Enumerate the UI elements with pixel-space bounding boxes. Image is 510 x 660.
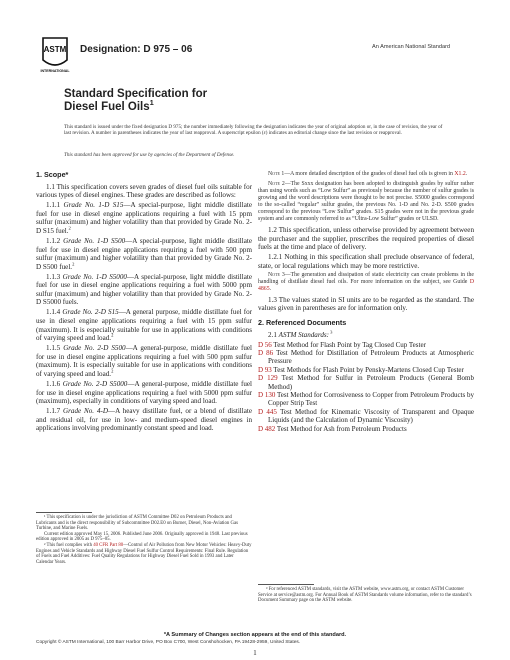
- astm-logo: [40, 34, 70, 74]
- link-x1-2[interactable]: X1.2: [454, 171, 466, 177]
- page-number: 1: [253, 650, 257, 657]
- references-heading: 2. Referenced Documents: [258, 317, 347, 327]
- reference-item: [258, 408, 474, 425]
- reference-item: [258, 374, 474, 391]
- para-1-2-1: 1.2.1 Nothing in this specification shall preclude observance of federal, state, or local regulations which may be more restrictive.: [258, 253, 474, 270]
- designation: Designation: D 975 – 06: [80, 44, 193, 55]
- reference-item: [258, 341, 474, 349]
- copyright: Copyright © ASTM International, 100 Barr Harbor Drive, PO Box C700, West Conshohocken, PA 19428-2959, United States.: [36, 640, 301, 645]
- para-1-1-7: 1.1.7 Grade No. 4-D—A heavy distillate fuel, or a blend of distillate and residual oil, for use in low- and medium-speed diesel engines in applications involving predominantly constant speed and load.: [36, 407, 252, 433]
- right-column: [258, 171, 474, 433]
- reference-code-link[interactable]: D 86: [258, 348, 274, 357]
- reference-item: [258, 391, 474, 408]
- astm-standards-sub: 2.1 ASTM Standards: $^3$: [268, 329, 333, 339]
- issued-note: This standard is issued under the fixed designation D 975; the number immediately following the designation indicates the year of original adoption or, in the case of revision, the year of last revision. A number in parentheses indicates the year of last reapproval. A superscript epsilon (ε) indicates an editorial change since the last revision or reapproval.: [64, 124, 443, 136]
- page-title: [64, 88, 207, 113]
- link-d4865[interactable]: D 4865: [258, 278, 474, 292]
- reference-list: [258, 341, 474, 433]
- footnote-1: ¹ This specification is under the jurisdiction of ASTM Committee D02 on Petroleum Products and Lubricants and is the direct responsibility of Subcommittee D02.E0 on Burner, Diesel, Non-Aviation Gas Turbine, and Marine Fuels.: [36, 515, 238, 532]
- svg-text:ASTM: ASTM: [43, 45, 67, 54]
- reference-title: Test Method for Ash from Petroleum Products: [275, 424, 407, 433]
- para-1-1-4: 1.1.4 Grade No. 2-D S15—A general purpose, middle distillate fuel for use in diesel engine applications requiring a fuel with 15 ppm sulfur (maximum). It is especially suitable for use in applications with conditions of varying speed and load.$^2$: [36, 308, 252, 343]
- scope-heading: 1. Scope*: [36, 170, 69, 179]
- reference-title: Test Method for Flash Point by Tag Closed Cup Tester: [271, 340, 426, 349]
- footnote-divider: [258, 584, 314, 585]
- para-1-1-3: 1.1.3 Grade No. 1-D S5000—A special-purpose, light middle distillate fuel for use in diesel engine applications requiring a fuel with 5000 ppm sulfur (maximum) and higher volatility than that provided by Grade No. 2-D S5000 fuels.: [36, 272, 252, 307]
- reference-title: Test Method for Distillation of Petroleum Products at Atmospheric Pressure: [268, 348, 474, 366]
- reference-code-link[interactable]: D 56: [258, 340, 272, 349]
- footnote-divider: [36, 512, 92, 513]
- footnotes-right: [258, 584, 474, 604]
- footnote-3: ³ For referenced ASTM standards, visit the ASTM website, www.astm.org, or contact ASTM Customer Service at service@astm.org. For Annual Book of ASTM Standards volume information, refer to the standard’s Document Summary page on the ASTM website.: [258, 587, 472, 604]
- reference-title: Test Method for Sulfur in Petroleum Products (General Bomb Method): [268, 374, 474, 391]
- para-1-1-5: 1.1.5 Grade No. 2-D S500—A general-purpose, middle distillate fuel for use in diesel engine applications requiring a fuel with 500 ppm sulfur (maximum). It is especially suitable for use in applications with conditions of varying speed and load.$^2$: [36, 344, 253, 379]
- reference-title: Test Methods for Flash Point by Pensky-Martens Closed Cup Tester: [271, 365, 464, 374]
- footnote-2: ² This fuel complies with 40 CFR Part 80—Control of Air Pollution from New Motor Vehicles: Heavy-Duty Engines and Vehicle Standards and Highway Diesel Fuel Sulfur Control Requirements: Final Rule. Regulation of Fuels and Fuel Additives: Fuel Quality Regulations for Highway Diesel Fuel Sold in 1993 and Later Calendar Years.: [36, 542, 252, 565]
- para-1-2: 1.2 This specification, unless otherwise provided by agreement between the purchaser and the supplier, prescribes the required properties of diesel fuels at the time and place of delivery.: [258, 226, 474, 252]
- reference-title: Test Method for Kinematic Viscosity of Transparent and Opaque Liquids (and the Calculation of Dynamic Viscosity): [268, 407, 474, 425]
- reference-item: [258, 366, 474, 374]
- reference-title: Test Method for Corrosiveness to Copper from Petroleum Products by Copper Strip Test: [268, 390, 474, 408]
- publisher-note: An American National Standard: [372, 44, 451, 50]
- title-main: Diesel Fuel Oils: [64, 100, 150, 113]
- reference-item: [258, 349, 474, 366]
- footnote-1b: Current edition approved May 15, 2006. Published June 2006. Originally approved in 1948. Last previous edition approved in 2005 as D 975–05.: [36, 531, 248, 543]
- reference-code-link[interactable]: D 482: [258, 424, 276, 433]
- svg-text:INTERNATIONAL: INTERNATIONAL: [40, 69, 70, 73]
- summary-of-changes-note: *A Summary of Changes section appears at the end of this standard.: [163, 632, 347, 638]
- reference-code-link[interactable]: D 129: [258, 374, 278, 383]
- title-line-1: Standard Specification for: [64, 88, 208, 100]
- reference-code-link[interactable]: D 93: [258, 365, 272, 374]
- note-1: Note 1—A more detailed description of the grades of diesel fuel oils is given in X1.2.: [268, 171, 468, 177]
- note-3: Note 3—The generation and dissipation of static electricity can create problems in the handling of distillate diesel fuel oils. For more information on the subject, see Guide D 4865.: [258, 271, 475, 292]
- para-1-3: 1.3 The values stated in SI units are to be regarded as the standard. The values given in parentheses are for information only.: [258, 295, 474, 313]
- para-1-1-6: 1.1.6 Grade No. 2-D S5000—A general-purpose, middle distillate fuel for use in diesel engine applications requiring a fuel with 5000 ppm sulfur (maximum), especially in conditions of varying speed and load.: [36, 380, 253, 406]
- note-2: Note 2—The Sxxx designation has been adopted to distinguish grades by sulfur rather than using words such as “Low Sulfur” as previously because the number of sulfur grades is growing and the word descriptions were thought to be not precise. S5000 grades correspond to the so-called “regular” sulfur grades, the previous No. 1-D and No. 2-D. S500 grades correspond to the previous “Low Sulfur” grades. S15 grades were not in the previous grade system and are commonly referred to as “Ultra-Low Sulfur” grades or ULSD.: [258, 181, 475, 222]
- approved-note: This standard has been approved for use by agencies of the Department of Defense.: [64, 152, 235, 158]
- para-1-1: 1.1 This specification covers seven grades of diesel fuel oils suitable for various types of diesel engines. These grades are described as follows:: [36, 182, 252, 200]
- footnotes-left: [36, 512, 252, 565]
- left-column: [36, 171, 252, 434]
- para-1-1-2: 1.1.2 Grade No. 1-D S500—A special-purpose, light middle distillate fuel for use in diesel engine applications requiring a fuel with 500 ppm sulfur (maximum) and higher volatility than that provided by Grade No. 2-D S500 fuel.$^2$: [36, 236, 252, 271]
- para-1-1-1: 1.1.1 Grade No. 1-D S15—A special-purpose, light middle distillate fuel for use in diesel engine applications requiring a fuel with 15 ppm sulfur (maximum) and higher volatility than that provided by Grade No. 2-D S15 fuel.$^2$: [36, 201, 252, 235]
- reference-code-link[interactable]: D 445: [258, 407, 277, 416]
- reference-code-link[interactable]: D 130: [258, 390, 276, 399]
- link-40cfr80[interactable]: 40 CFR Part 80: [93, 542, 124, 548]
- reference-item: [258, 425, 474, 433]
- title-line-2: [64, 97, 207, 114]
- title-footnote-ref: 1: [149, 97, 154, 107]
